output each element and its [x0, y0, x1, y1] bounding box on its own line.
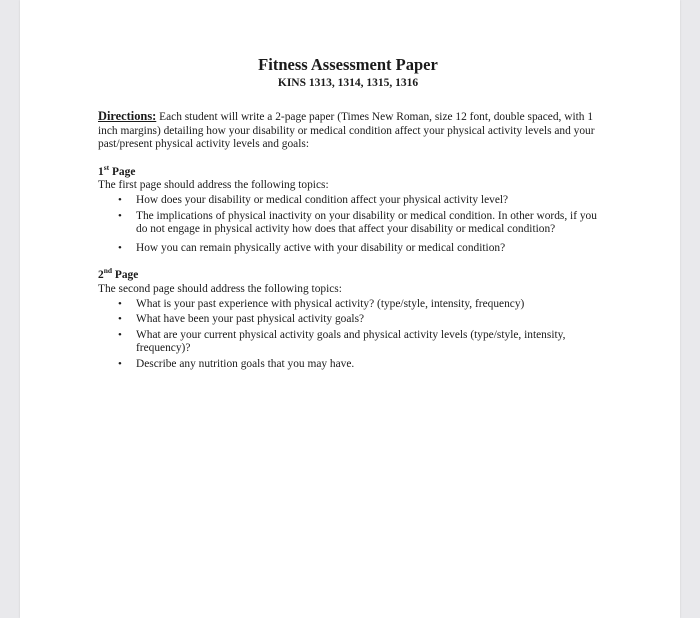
directions-paragraph	[98, 110, 598, 152]
page2-heading-num: 2	[98, 269, 104, 282]
page1-heading	[98, 162, 598, 180]
page2-heading-sup: nd	[103, 266, 113, 276]
bullet-icon: •	[118, 241, 122, 254]
page1-topic-list	[98, 194, 598, 255]
course-codes: KINS 1313, 1314, 1315, 1316	[277, 77, 419, 89]
document-content	[98, 56, 598, 374]
list-item-text: The implications of physical inactivity on your disability or medical condition. In other words, if you do not engage in physical activity how does that affect your disability or medical condition?	[136, 209, 597, 236]
directions-text: Each student will write a 2-page paper (Times New Roman, size 12 font, double spaced, with 1 inch margins) detailing how your disability or medical condition affect your physical activity levels and your past/present physical activity levels and goals:	[98, 111, 595, 151]
list-item	[118, 328, 598, 356]
page1-heading-num: 1	[98, 165, 104, 178]
page2-heading-word: Page	[112, 269, 139, 282]
list-item-text: What are your current physical activity goals and physical activity levels (type/style, intensity, frequency)?	[136, 328, 566, 355]
page1-intro: The first page should address the following topics:	[98, 179, 329, 192]
page1-heading-word: Page	[109, 165, 136, 178]
list-item-text: How does your disability or medical condition affect your physical activity level?	[136, 193, 509, 206]
list-item	[118, 313, 598, 327]
list-item	[118, 241, 598, 256]
page2-intro: The second page should address the following topics:	[98, 282, 342, 295]
list-item	[118, 193, 598, 208]
bullet-icon: •	[118, 357, 122, 370]
list-item-text: Describe any nutrition goals that you may have.	[136, 357, 355, 370]
list-item-text: What is your past experience with physical activity? (type/style, intensity, frequency)	[136, 297, 525, 310]
bullet-icon: •	[118, 209, 122, 222]
page2-topic-list	[98, 298, 598, 372]
bullet-icon: •	[118, 328, 122, 341]
list-item-text: What have been your past physical activity goals?	[136, 313, 365, 326]
list-item-text: How you can remain physically active with your disability or medical condition?	[136, 241, 506, 254]
bullet-icon: •	[118, 297, 122, 310]
list-item	[118, 357, 598, 372]
directions-label: Directions:	[98, 109, 157, 123]
document-title: Fitness Assessment Paper	[258, 55, 438, 74]
document-page	[20, 0, 680, 618]
list-item	[118, 297, 598, 312]
bullet-icon: •	[118, 313, 122, 326]
bullet-icon: •	[118, 193, 122, 206]
list-item	[118, 209, 598, 237]
page1-heading-sup: st	[103, 162, 110, 172]
page2-heading	[98, 266, 598, 283]
